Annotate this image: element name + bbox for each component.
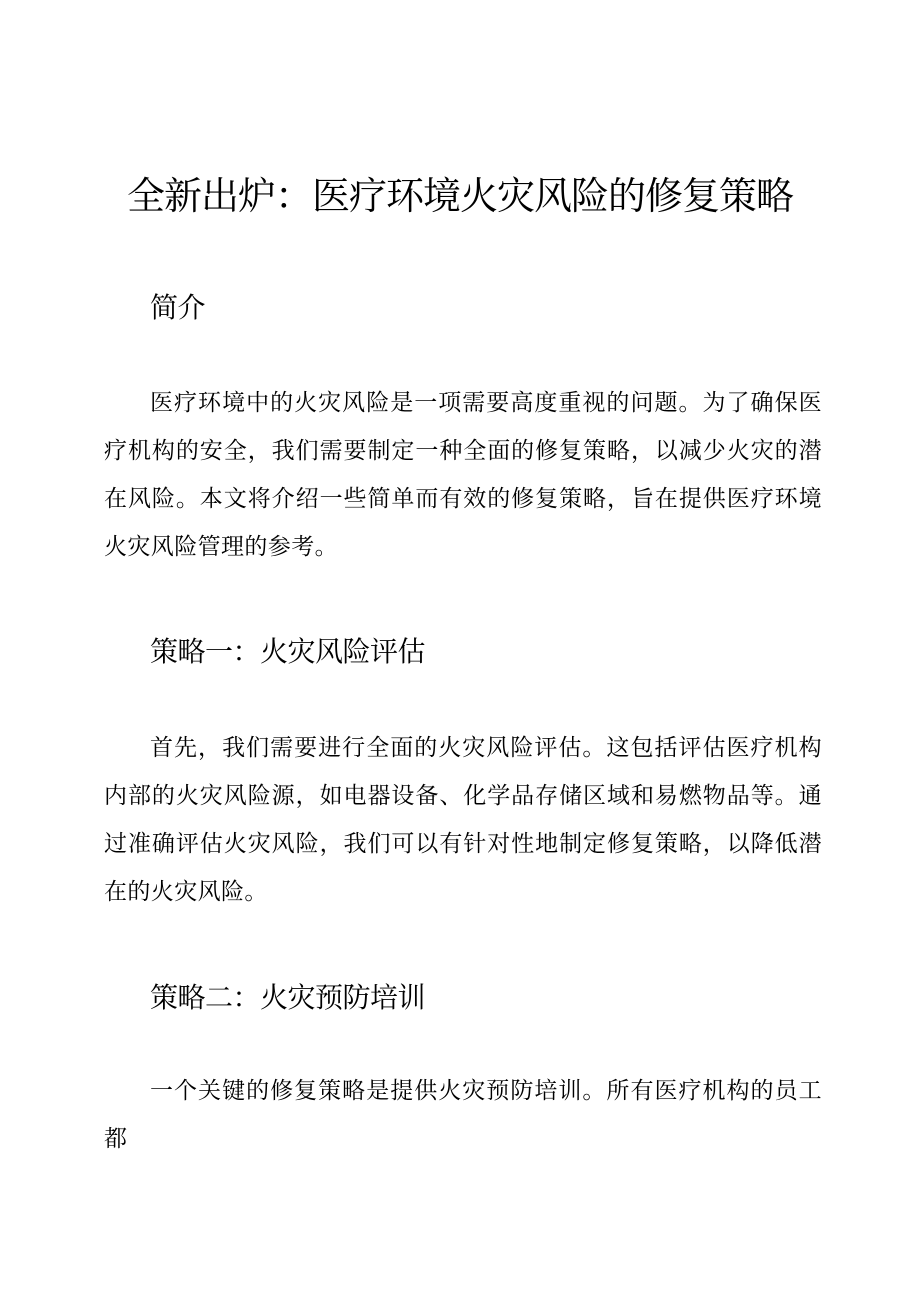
section-paragraph-strategy-1: 首先，我们需要进行全面的火灾风险评估。这包括评估医疗机构内部的火灾风险源，如电器设备、化学品存储区域和易燃物品等。通过准确评估火灾风险，我们可以有针对性地制定修复策略，以降低潜在的火灾风险。	[104, 735, 822, 905]
section-heading-intro: 简介	[150, 291, 206, 324]
section-paragraph-intro: 医疗环境中的火灾风险是一项需要高度重视的问题。为了确保医疗机构的安全，我们需要制定一种全面的修复策略，以减少火灾的潜在风险。本文将介绍一些简单而有效的修复策略，旨在提供医疗环境火灾风险管理的参考。	[104, 390, 822, 560]
section-paragraph-strategy-2: 一个关键的修复策略是提供火灾预防培训。所有医疗机构的员工都	[104, 1078, 822, 1152]
document-title: 全新出炉：医疗环境火灾风险的修复策略	[126, 174, 793, 218]
section-heading-strategy-2: 策略二：火灾预防培训	[150, 981, 426, 1014]
section-heading-strategy-1: 策略一：火灾风险评估	[150, 635, 426, 668]
